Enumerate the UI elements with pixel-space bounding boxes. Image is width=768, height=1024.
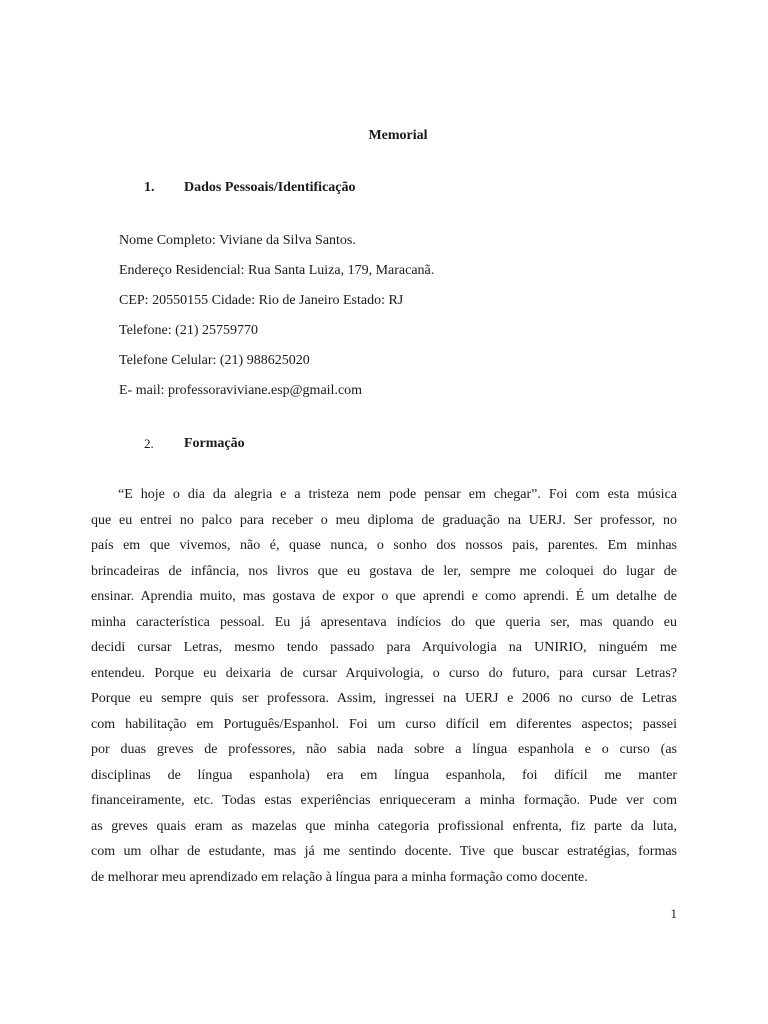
section-heading-personal-data (144, 180, 356, 196)
page-number: 1 (670, 906, 677, 921)
section-title: Dados Pessoais/Identificação (184, 180, 356, 195)
paragraph-line: por duas greves de professores, não sabia nada sobre a língua espanhola e o curso (as (91, 742, 677, 757)
info-full-name: Nome Completo: Viviane da Silva Santos. (119, 233, 356, 248)
section-number: 1. (144, 180, 155, 195)
paragraph-line: com habilitação em Português/Espanhol. Foi um curso difícil em diferentes aspectos; passei (91, 716, 677, 732)
paragraph-line: de melhorar meu aprendizado em relação à língua para a minha formação como docente. (91, 869, 588, 885)
paragraph-line: com um olhar de estudante, mas já me sentindo docente. Tive que buscar estratégias, formas (91, 844, 677, 859)
section-number: 2. (144, 436, 154, 451)
section-heading-education (144, 436, 245, 452)
section-title: Formação (184, 436, 245, 451)
paragraph-line: entendeu. Porque eu deixaria de cursar Arquivologia, o curso do futuro, para cursar Letras? (91, 665, 677, 681)
paragraph-line: disciplinas de língua espanhola) era em língua espanhola, foi difícil me manter (91, 767, 677, 783)
paragraph-line: as greves quais eram as mazelas que minha categoria profissional enfrenta, fiz parte da luta, (91, 818, 677, 834)
paragraph-line: financeiramente, etc. Todas estas experiências enriqueceram a minha formação. Pude ver com (91, 793, 677, 808)
info-mobile-phone: Telefone Celular: (21) 988625020 (119, 353, 310, 368)
paragraph-line: decidi cursar Letras, mesmo tendo passado para Arquivologia na UNIRIO, ninguém me (91, 640, 677, 655)
paragraph-line: país em que vivemos, não é, quase nunca, o sonho dos nossos pais, parentes. Em minhas (91, 538, 677, 553)
paragraph-line: ensinar. Aprendia muito, mas gostava de expor o que aprendi e como aprendi. É um detalhe de (91, 589, 677, 604)
info-address: Endereço Residencial: Rua Santa Luiza, 179, Maracanã. (119, 263, 435, 278)
paragraph-line: “E hoje o dia da alegria e a tristeza nem pode pensar em chegar”. Foi com esta música (118, 487, 677, 502)
paragraph-line: brincadeiras de infância, nos livros que eu gostava de ler, sempre me coloquei do lugar de (91, 563, 677, 579)
education-paragraph (91, 482, 677, 890)
info-phone: Telefone: (21) 25759770 (119, 323, 258, 338)
paragraph-line: que eu entrei no palco para receber o meu diploma de graduação na UERJ. Ser professor, no (91, 512, 677, 528)
paragraph-line: Porque eu sempre quis ser professora. Assim, ingressei na UERJ e 2006 no curso de Letras (91, 691, 677, 706)
paragraph-line: minha característica pessoal. Eu já apresentava indícios do que queria ser, mas quando eu (91, 614, 677, 630)
info-email: E- mail: professoraviviane.esp@gmail.com (119, 383, 363, 398)
info-zip-city-state: CEP: 20550155 Cidade: Rio de Janeiro Estado: RJ (119, 293, 404, 308)
document-title: Memorial (368, 128, 428, 143)
